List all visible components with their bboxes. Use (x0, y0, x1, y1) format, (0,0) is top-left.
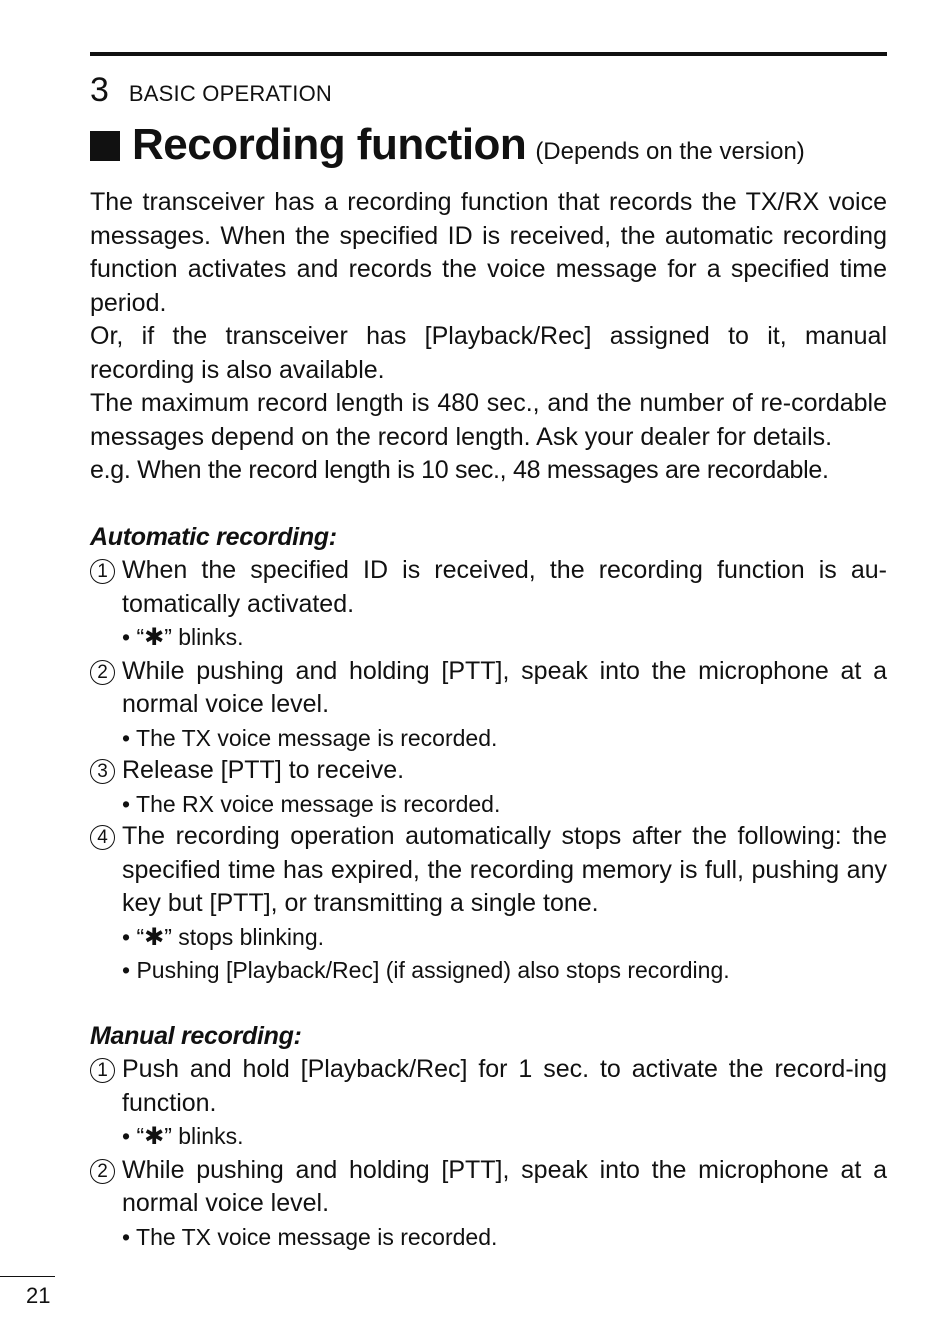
step-text: Push and hold [Playback/Rec] for 1 sec. to activate the record-ing function. (122, 1055, 887, 1117)
page-subtitle: (Depends on the version) (535, 138, 805, 165)
step-text: The recording operation automatically stops after the following: the specified time has expired, the recording memory is full, pushing any key but [PTT], or transmitting a single tone. (122, 822, 887, 917)
step-number-badge: 3 (90, 759, 115, 784)
automatic-recording-title: Automatic recording: (90, 522, 337, 551)
manual-step-2 (90, 1154, 887, 1221)
chapter-header (90, 70, 332, 110)
step-number-badge: 2 (90, 660, 115, 685)
step-number-badge: 4 (90, 825, 115, 850)
note-rx-recorded: • The RX voice message is recorded. (122, 790, 501, 817)
square-bullet-icon (90, 131, 120, 161)
chapter-number: 3 (90, 71, 109, 109)
main-content (90, 186, 887, 1253)
intro-paragraph-3: The maximum record length is 480 sec., and the number of re-cordable messages depend on the record length. Ask your dealer for details. (90, 389, 887, 451)
note-stops-blinking: • “✱” stops blinking. (122, 923, 325, 951)
auto-step-1 (90, 554, 887, 621)
record-asterisk-icon: ✱ (144, 923, 165, 951)
page-title: Recording function (132, 120, 527, 169)
step-text: While pushing and holding [PTT], speak into the microphone at a normal voice level. (122, 1155, 887, 1217)
example-text: e.g. When the record length is 10 sec., 48 messages are recordable. (90, 456, 829, 484)
page-number: 21 (26, 1283, 51, 1308)
step-number-badge: 1 (90, 559, 115, 584)
auto-step-3 (90, 754, 887, 788)
note-blinks: • “✱” blinks. (122, 624, 244, 651)
manual-step-1 (90, 1053, 887, 1120)
intro-paragraph-2: Or, if the transceiver has [Playback/Rec] assigned to it, manual recording is also available. (90, 322, 887, 384)
top-rule (90, 52, 887, 56)
auto-step-4 (90, 820, 887, 921)
page-number-rule (0, 1276, 55, 1277)
step-number-badge: 1 (90, 1058, 115, 1083)
chapter-title: BASIC OPERATION (128, 81, 332, 106)
record-asterisk-icon: ✱ (144, 1123, 165, 1150)
step-number-badge: 2 (90, 1159, 115, 1184)
note-blinks: • “✱” blinks. (122, 1123, 244, 1150)
note-tx-recorded: • The TX voice message is recorded. (122, 1223, 498, 1250)
step-text: Release [PTT] to receive. (122, 756, 405, 784)
step-text: While pushing and holding [PTT], speak into the microphone at a normal voice level. (122, 656, 887, 718)
record-asterisk-icon: ✱ (144, 624, 165, 651)
note-pushing-stops: • Pushing [Playback/Rec] (if assigned) also stops recording. (122, 957, 730, 983)
step-text: When the specified ID is received, the recording function is au-tomatically activated. (122, 556, 887, 618)
auto-step-2 (90, 655, 887, 722)
section-heading (90, 120, 890, 170)
manual-recording-title: Manual recording: (90, 1021, 302, 1050)
note-tx-recorded: • The TX voice message is recorded. (122, 724, 498, 751)
intro-paragraph-1: The transceiver has a recording function that records the TX/RX voice messages. When the specified ID is received, the automatic recording function activates and records the voice message for a specified time period. (90, 188, 887, 317)
